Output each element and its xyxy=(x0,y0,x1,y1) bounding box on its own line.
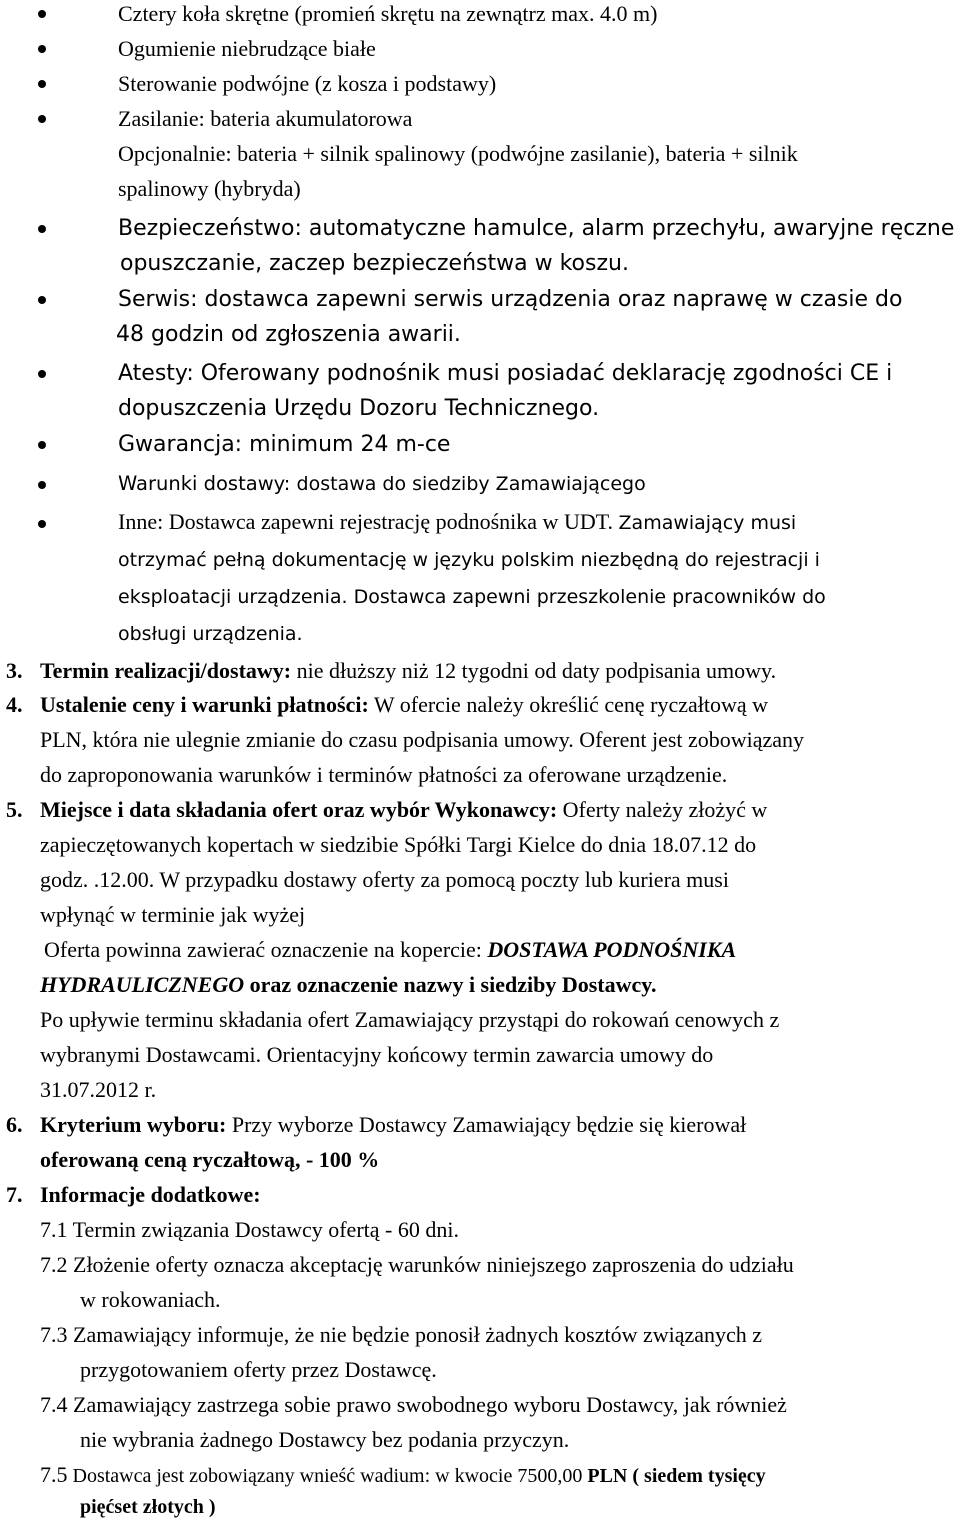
section-5-line xyxy=(40,797,767,823)
bullet-dot xyxy=(38,45,46,53)
section-text: godz. .12.00. W przypadku dostawy oferty za pomocą poczty lub kuriera musi xyxy=(40,867,729,892)
subitem-text: nie wybrania żadnego Dostawcy bez podania przyczyn. xyxy=(80,1427,570,1452)
bullet-text: Bezpieczeństwo: automatyczne hamulce, alarm przechyłu, awaryjne ręczne xyxy=(118,216,955,241)
subitem-line xyxy=(40,1392,787,1418)
bullet-dot xyxy=(38,80,46,88)
bullet-dot xyxy=(38,481,46,489)
section-title: Miejsce i data składania ofert oraz wybór Wykonawcy: xyxy=(40,797,558,822)
section-text: oraz oznaczenie nazwy i siedziby Dostawcy. xyxy=(244,972,657,997)
section-text: Przy wyborze Dostawcy Zamawiający będzie się kierował xyxy=(226,1112,747,1137)
subitem-text: przygotowaniem oferty przez Dostawcę. xyxy=(80,1357,437,1382)
bullet-text: Sterowanie podwójne (z kosza i podstawy) xyxy=(118,71,497,96)
bullet-dot xyxy=(38,370,46,378)
bullet-text: dopuszczenia Urzędu Dozoru Technicznego. xyxy=(118,396,600,421)
subitem-line xyxy=(40,1462,766,1489)
section-6-line xyxy=(40,1112,746,1138)
section-text: 31.07.2012 r. xyxy=(40,1077,157,1102)
section-text: PLN, która nie ulegnie zmianie do czasu podpisania umowy. Oferent jest zobowiązany xyxy=(40,727,805,752)
section-title: Ustalenie ceny i warunki płatności: xyxy=(40,692,369,717)
subitem-number: 7.1 xyxy=(40,1217,68,1242)
section-text xyxy=(40,972,657,998)
bullet-text: Cztery koła skrętne (promień skrętu na zewnątrz max. 4.0 m) xyxy=(118,1,658,26)
subitem-text: pięćset złotych ) xyxy=(80,1496,216,1518)
bullet-text: opuszczanie, zaczep bezpieczeństwa w koszu. xyxy=(120,251,629,276)
section-number: 3. xyxy=(6,658,23,683)
section-text: oferowaną ceną ryczałtową, - 100 % xyxy=(40,1147,380,1172)
section-text: wpłynąć w terminie jak wyżej xyxy=(40,902,306,927)
section-title: Informacje dodatkowe: xyxy=(40,1182,261,1207)
bullet-text: Serwis: dostawca zapewni serwis urządzenia oraz naprawę w czasie do xyxy=(118,287,903,312)
subitem-text: Złożenie oferty oznacza akceptację warunków niniejszego zaproszenia do udziału xyxy=(67,1252,794,1277)
section-text: W ofercie należy określić cenę ryczałtową w xyxy=(368,692,769,717)
subitem-number: 7.4 xyxy=(40,1392,68,1417)
section-text xyxy=(44,937,736,963)
section-title: Termin realizacji/dostawy: xyxy=(40,658,292,683)
bullet-text: Zasilanie: bateria akumulatorowa xyxy=(118,106,413,131)
subitem-text: w rokowaniach. xyxy=(80,1287,221,1312)
subitem-line xyxy=(40,1217,459,1243)
section-number: 7. xyxy=(6,1182,23,1207)
bullet-text: Atesty: Oferowany podnośnik musi posiadać deklarację zgodności CE i xyxy=(118,361,893,386)
section-text: do zaproponowania warunków i terminów płatności za oferowane urządzenie. xyxy=(40,762,728,787)
section-number: 6. xyxy=(6,1112,23,1137)
bullet-dot xyxy=(38,115,46,123)
envelope-label: DOSTAWA PODNOŚNIKA xyxy=(487,937,737,962)
subitem-number: 7.2 xyxy=(40,1252,68,1277)
subitem-number: 7.5 xyxy=(40,1462,68,1487)
bullet-text: 48 godzin od zgłoszenia awarii. xyxy=(116,322,461,347)
bullet-text: spalinowy (hybryda) xyxy=(118,176,301,201)
bullet-value: dostawa do siedziby Zamawiającego xyxy=(296,473,646,495)
section-title: Kryterium wyboru: xyxy=(40,1112,227,1137)
subitem-text: PLN ( siedem tysięcy xyxy=(587,1465,766,1487)
bullet-value: Zamawiający musi xyxy=(618,512,797,534)
subitem-line xyxy=(40,1322,762,1348)
envelope-label: HYDRAULICZNEGO xyxy=(40,972,245,997)
bullet-text: Ogumienie niebrudzące białe xyxy=(118,36,376,61)
section-text: Po upływie terminu składania ofert Zamawiający przystąpi do rokowań cenowych z xyxy=(40,1007,780,1032)
bullet-text: obsługi urządzenia. xyxy=(118,623,303,645)
section-3-line xyxy=(40,658,776,684)
bullet-text: Gwarancja: minimum 24 m-ce xyxy=(118,432,451,457)
section-text: nie dłuższy niż 12 tygodni od daty podpisania umowy. xyxy=(291,658,777,683)
section-4-line xyxy=(40,692,768,718)
bullet-label: Warunki dostawy: xyxy=(118,472,297,495)
bullet-dot xyxy=(38,441,46,449)
section-text: Oferty należy złożyć w xyxy=(557,797,768,822)
bullet-label: Inne: Dostawca zapewni rejestrację podnośnika w UDT. xyxy=(118,509,619,534)
subitem-text: Dostawca jest zobowiązany wnieść wadium: w kwocie 7500,00 xyxy=(67,1465,588,1487)
bullet-text: Opcjonalnie: bateria + silnik spalinowy (podwójne zasilanie), bateria + silnik xyxy=(118,141,798,166)
bullet-text: eksploatacji urządzenia. Dostawca zapewni przeszkolenie pracowników do xyxy=(118,586,826,608)
bullet-text xyxy=(118,509,796,536)
bullet-text: otrzymać pełną dokumentację w języku polskim niezbędną do rejestracji i xyxy=(118,549,820,571)
bullet-dot xyxy=(38,520,46,528)
subitem-text: Zamawiający zastrzega sobie prawo swobodnego wyboru Dostawcy, jak również xyxy=(67,1392,787,1417)
section-number: 4. xyxy=(6,692,23,717)
bullet-dot xyxy=(38,225,46,233)
bullet-text xyxy=(118,470,646,497)
section-number: 5. xyxy=(6,797,23,822)
section-text: Oferta powinna zawierać oznaczenie na kopercie: xyxy=(44,937,488,962)
bullet-dot xyxy=(38,10,46,18)
section-text: wybranymi Dostawcami. Orientacyjny końcowy termin zawarcia umowy do xyxy=(40,1042,714,1067)
section-text: zapieczętowanych kopertach w siedzibie Spółki Targi Kielce do dnia 18.07.12 do xyxy=(40,832,757,857)
subitem-line xyxy=(40,1252,794,1278)
subitem-text: Zamawiający informuje, że nie będzie ponosił żadnych kosztów związanych z xyxy=(67,1322,763,1347)
subitem-number: 7.3 xyxy=(40,1322,68,1347)
subitem-text: Termin związania Dostawcy ofertą - 60 dni. xyxy=(67,1217,459,1242)
bullet-dot xyxy=(38,296,46,304)
